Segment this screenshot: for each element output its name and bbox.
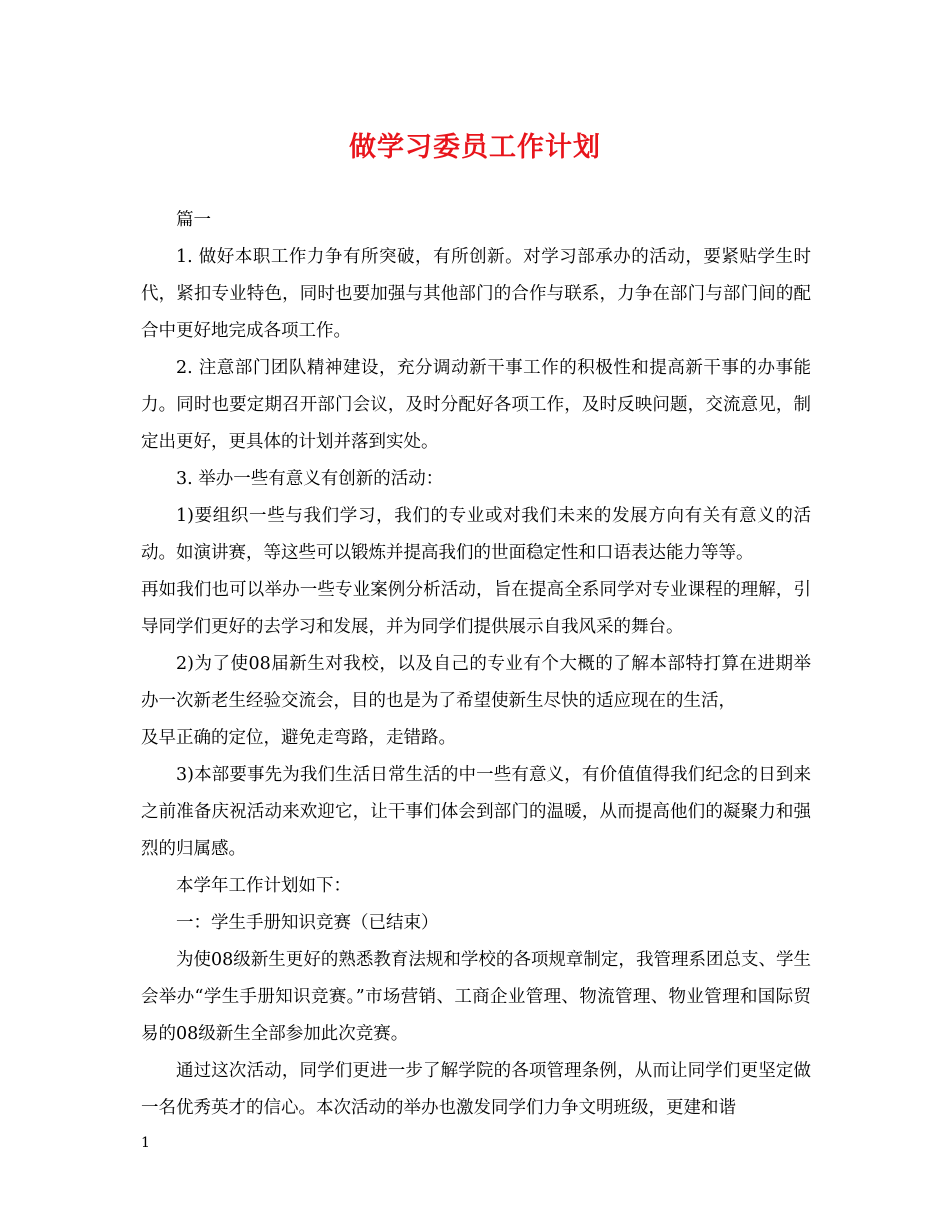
paragraph-plan-description: 为使08级新生更好的熟悉教育法规和学校的各项规章制定，我管理系团总支、学生会举办“学生手册知识竞赛。”市场营销、工商企业管理、物流管理、物业管理和国际贸易的08级新生全部参加此次竞赛。 — [141, 950, 811, 1044]
paragraph-item-3: 3. 举办一些有意义有创新的活动： — [176, 469, 444, 489]
paragraph-section-label: 篇一 — [176, 210, 211, 230]
paragraph-plan-outcome: 通过这次活动，同学们更进一步了解学院的各项管理条例，从而让同学们更坚定做一名优秀英才的信心。本次活动的举办也激发同学们力争文明班级，更建和谐 — [141, 1061, 811, 1118]
paragraph-subitem-3: 3)本部要事先为我们生活日常生活的中一些有意义，有价值值得我们纪念的日到来之前准备庆祝活动来欢迎它，让干事们体会到部门的温暖，从而提高他们的凝聚力和强烈的归属感。 — [141, 765, 811, 859]
document-body — [141, 202, 811, 1127]
paragraph-subitem-1: 1)要组织一些与我们学习，我们的专业或对我们未来的发展方向有关有意义的活动。如演讲赛，等这些可以锻炼并提高我们的世面稳定性和口语表达能力等等。 — [141, 506, 811, 563]
paragraph-subitem-2: 2)为了使08届新生对我校，以及自己的专业有个大概的了解本部特打算在进期举办一次新老生经验交流会，目的也是为了希望使新生尽快的适应现在的生活， — [141, 654, 811, 711]
paragraph-plan-heading-1: 一：学生手册知识竞赛（已结束） — [176, 913, 439, 933]
page-number: 1 — [141, 1135, 150, 1151]
paragraph-plan-intro: 本学年工作计划如下： — [176, 876, 351, 896]
paragraph-subitem-2-continued: 及早正确的定位，避免走弯路，走错路。 — [141, 728, 456, 748]
paragraph-item-1: 1. 做好本职工作力争有所突破，有所创新。对学习部承办的活动，要紧贴学生时代，紧扣专业特色，同时也要加强与其他部门的合作与联系，力争在部门与部门间的配合中更好地完成各项工作。 — [141, 247, 811, 341]
document-title: 做学习委员工作计划 — [349, 132, 601, 163]
paragraph-item-2: 2. 注意部门团队精神建设，充分调动新干事工作的积极性和提高新干事的办事能力。同时也要定期召开部门会议，及时分配好各项工作，及时反映问题，交流意见，制定出更好，更具体的计划并落到实处。 — [141, 358, 811, 452]
paragraph-subitem-1-continued: 再如我们也可以举办一些专业案例分析活动，旨在提高全系同学对专业课程的理解，引导同学们更好的去学习和发展，并为同学们提供展示自我风采的舞台。 — [141, 580, 811, 637]
